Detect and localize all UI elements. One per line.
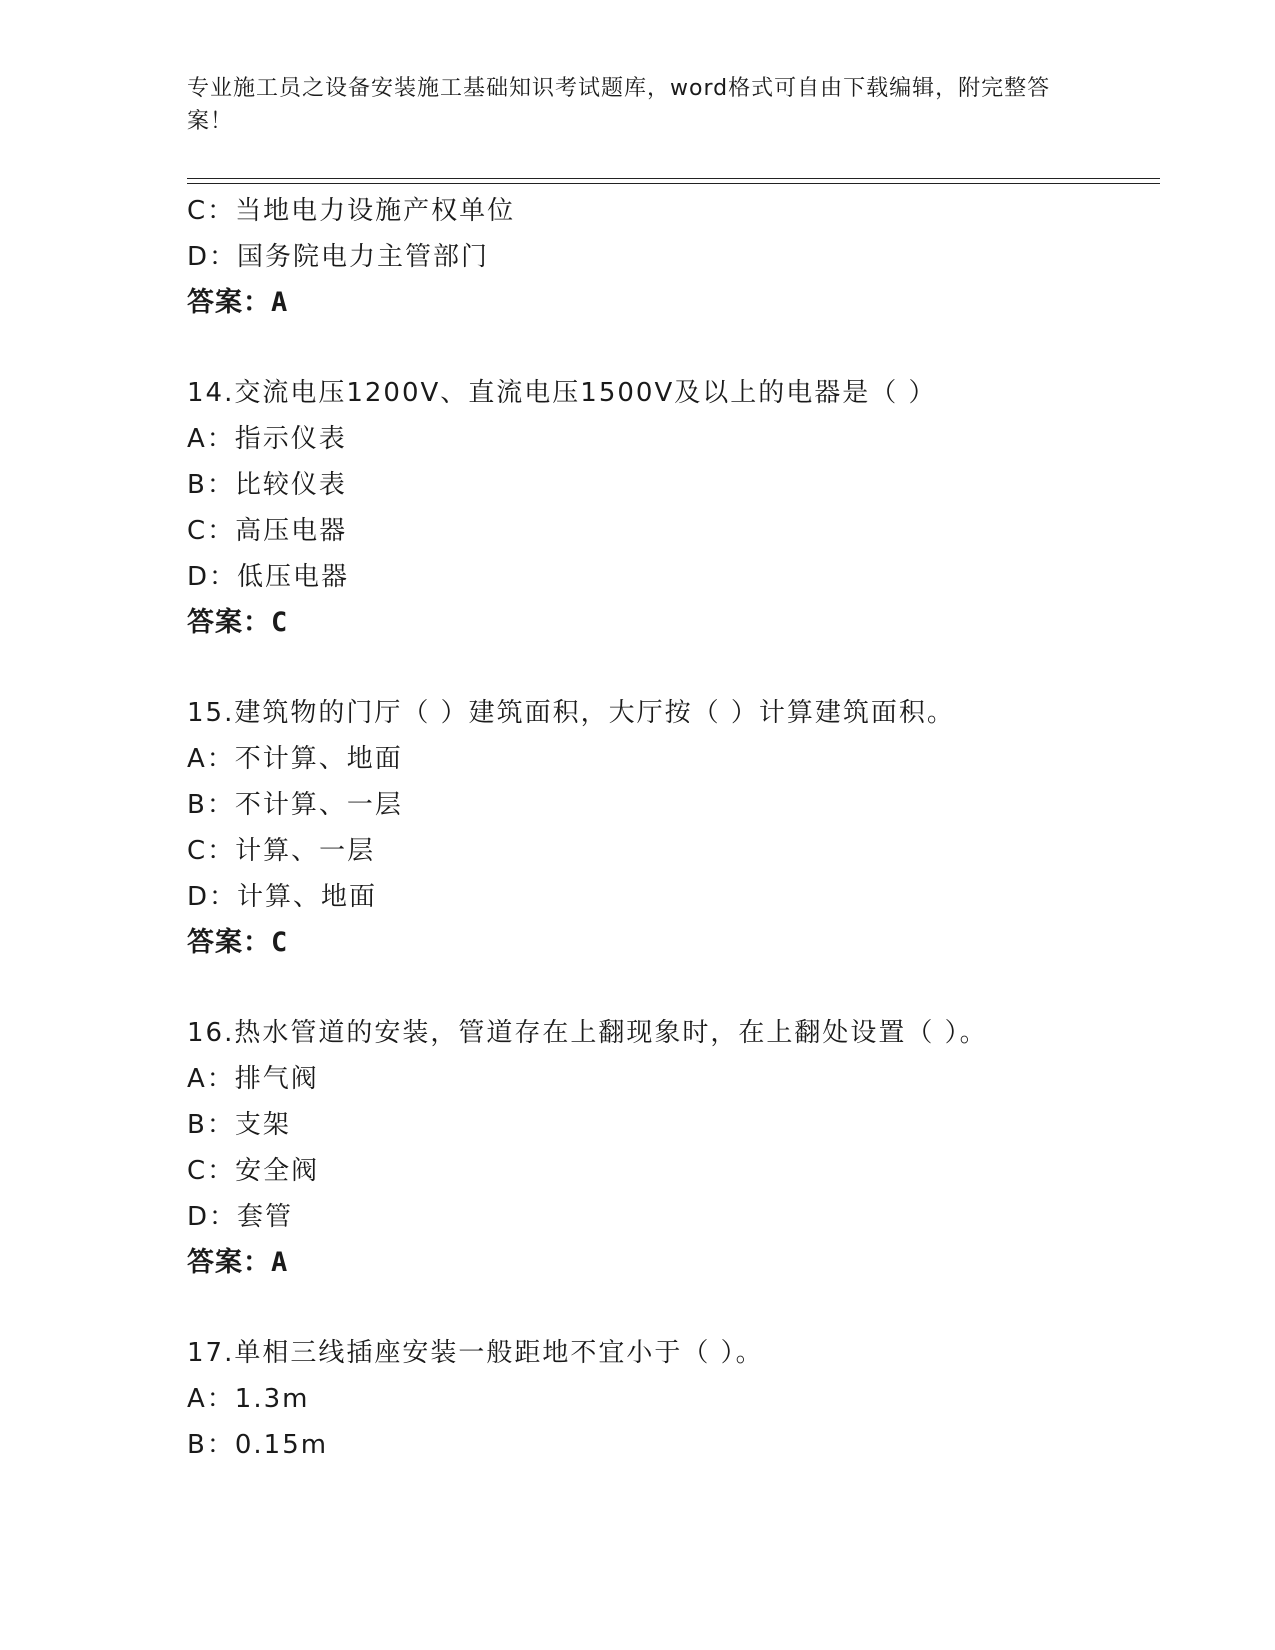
answer-value: C [271, 927, 289, 958]
option-key: C： [187, 1156, 236, 1186]
option-c [187, 1148, 1160, 1194]
option-d [187, 234, 1160, 280]
option-text: 计算、一层 [235, 836, 376, 866]
answer-label: 答案： [187, 1247, 271, 1278]
option-key: C： [187, 196, 236, 226]
option-key: A： [187, 424, 235, 454]
option-a [187, 736, 1160, 782]
option-a [187, 1376, 1160, 1422]
option-key: B： [187, 470, 235, 500]
document-header [187, 72, 1067, 138]
option-a [187, 1056, 1160, 1102]
question-stem: 16.热水管道的安装，管道存在上翻现象时，在上翻处设置（ ）。 [187, 1018, 988, 1048]
option-key: A： [187, 1064, 235, 1094]
option-d [187, 554, 1160, 600]
option-c [187, 828, 1160, 874]
answer-label: 答案： [187, 607, 271, 638]
header-title: 专业施工员之设备安装施工基础知识考试题库，word格式可自由下载编辑，附完整答案！ [187, 76, 1051, 134]
answer-value: A [271, 287, 289, 318]
option-text: 计算、地面 [237, 882, 378, 912]
question-13-continuation [187, 188, 1160, 326]
option-text: 支架 [234, 1110, 291, 1140]
option-b [187, 1422, 1160, 1468]
question-stem: 17.单相三线插座安装一般距地不宜小于（ ）。 [187, 1338, 764, 1368]
question-16 [187, 1010, 1160, 1286]
option-text: 指示仪表 [234, 424, 347, 454]
option-b [187, 1102, 1160, 1148]
question-list [187, 188, 1160, 1468]
answer-label: 答案： [187, 927, 271, 958]
option-key: A： [187, 744, 235, 774]
question-15 [187, 690, 1160, 966]
option-d [187, 1194, 1160, 1240]
question-14 [187, 370, 1160, 646]
option-key: B： [187, 790, 235, 820]
option-text: 安全阀 [235, 1156, 320, 1186]
question-stem: 14.交流电压1200V、直流电压1500V及以上的电器是（ ） [187, 378, 937, 408]
answer-line [187, 600, 1160, 646]
option-key: A： [187, 1384, 235, 1414]
option-text: 0.15m [234, 1430, 329, 1460]
option-text: 高压电器 [235, 516, 348, 546]
option-b [187, 782, 1160, 828]
option-text: 国务院电力主管部门 [237, 242, 490, 272]
question-stem: 15.建筑物的门厅（ ）建筑面积，大厅按（ ）计算建筑面积。 [187, 698, 955, 728]
option-key: D： [187, 562, 238, 592]
option-key: C： [187, 516, 236, 546]
option-key: D： [187, 242, 238, 272]
answer-value: A [271, 1247, 289, 1278]
answer-line [187, 920, 1160, 966]
option-b [187, 462, 1160, 508]
option-text: 低压电器 [237, 562, 350, 592]
question-17 [187, 1330, 1160, 1468]
option-text: 不计算、地面 [234, 744, 403, 774]
option-key: B： [187, 1430, 235, 1460]
option-text: 不计算、一层 [234, 790, 403, 820]
header-divider-bottom [187, 183, 1160, 184]
answer-value: C [271, 607, 289, 638]
option-key: D： [187, 882, 238, 912]
answer-label: 答案： [187, 287, 271, 318]
option-key: D： [187, 1202, 238, 1232]
option-key: C： [187, 836, 236, 866]
option-text: 1.3m [234, 1384, 310, 1414]
option-text: 当地电力设施产权单位 [235, 196, 516, 226]
option-c [187, 508, 1160, 554]
option-d [187, 874, 1160, 920]
option-text: 套管 [237, 1202, 294, 1232]
option-a [187, 416, 1160, 462]
option-text: 比较仪表 [234, 470, 347, 500]
answer-line [187, 280, 1160, 326]
option-key: B： [187, 1110, 235, 1140]
answer-line [187, 1240, 1160, 1286]
option-text: 排气阀 [234, 1064, 319, 1094]
header-divider-top [187, 178, 1160, 179]
option-c [187, 188, 1160, 234]
